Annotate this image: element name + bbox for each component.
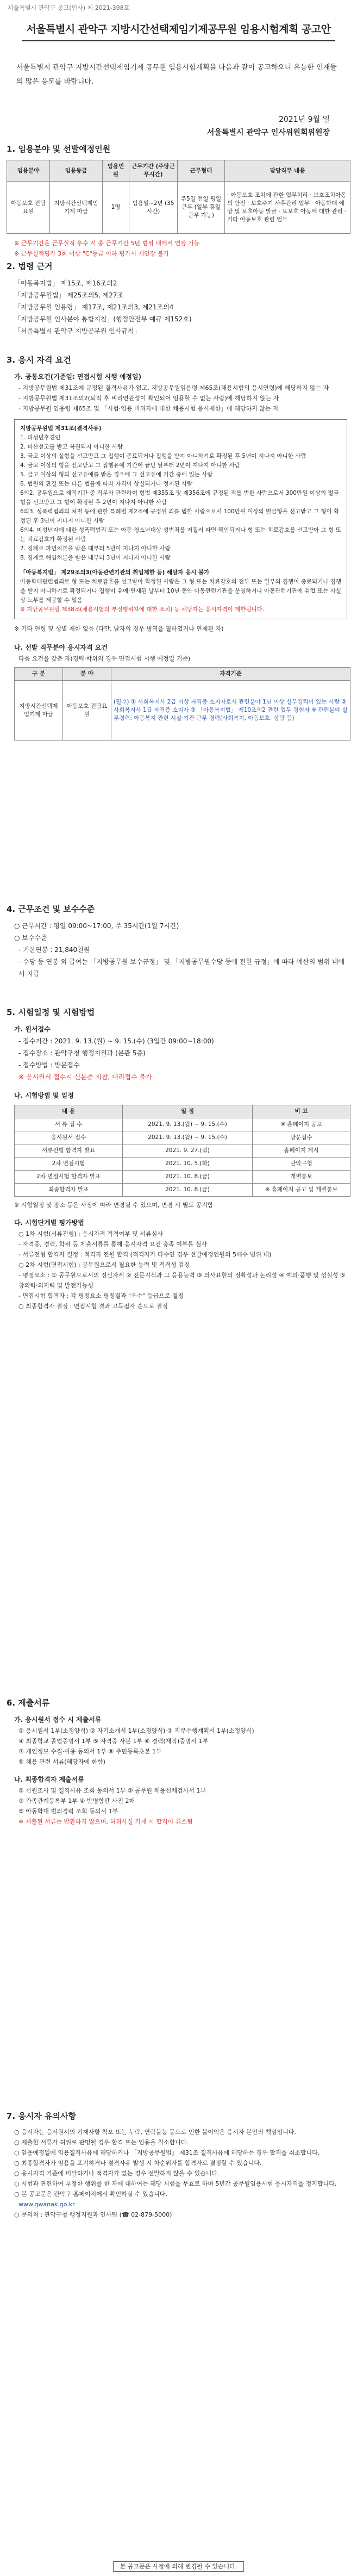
- section-4: [7, 903, 350, 980]
- law-item: 「지방공무원법」 제25조의5, 제27조: [14, 291, 124, 299]
- table-cell: 아동보호 전담요원: [7, 182, 50, 234]
- schedule-line: - 접수기간 : 2021. 9. 13.(월) ~ 9. 15.(수) (3일간 09:00~18:00): [18, 1037, 214, 1045]
- schedule-line: - 접수방법 : 방문접수: [18, 1061, 80, 1069]
- box-line: ※ 지방공무원법 제38조(채용시험의 부정행위자에 대한 조치) 등 해당자는 응시자격이 제한됩니다.: [20, 606, 265, 613]
- table-cell: 2021. 9. 27.(월): [123, 1144, 253, 1158]
- table-cell: 서류전형 합격자 발표: [15, 1144, 123, 1158]
- law-item: 「서울특별시 관악구 지방공무원 인사규칙」: [14, 327, 141, 335]
- section-7: [7, 2110, 350, 2220]
- document-reference: 서울특별시 관악구 공고(인사) 제 2021-398호: [8, 4, 130, 11]
- document-line: ⑤ 아동학대 범죄경력 조회 동의서 1부: [18, 1808, 118, 1815]
- notice-line: ○ 문의처 : 관악구청 행정지원과 인사팀 (☎ 02-879-5000): [14, 2211, 172, 2218]
- law-item: 「지방공무원 인사분야 통합지침」(행정안전부 예규 제152호): [14, 315, 192, 323]
- subsection-title: 다. 시험단계별 평가방법: [14, 1219, 84, 1227]
- section-heading: 4. 근무조건 및 보수수준: [7, 904, 95, 914]
- box-line: 4. 금고 이상의 형을 선고받고 그 집행유예 기간이 끝난 날부터 2년이 지나지 아니한 사람: [20, 462, 240, 469]
- table-cell: 개별통보: [253, 1171, 350, 1184]
- footer-text: 본 공고문은 사정에 의해 변경될 수 있습니다.: [113, 2561, 245, 2572]
- box-title: 「아동복지법」 제29조의3(아동관련기관의 취업제한 등) 해당자 응시 불가: [20, 569, 210, 576]
- evaluation-line: - 서류전형 합격자 결정 : 적격자 전원 합격 (적격자가 다수인 경우 선발예정인원의 5배수 범위 내): [18, 1251, 272, 1258]
- notice-line: ○ 응시자는 응시원서의 기재사항 착오 또는 누락, 연락불능 등으로 인한 불이익은 응시자 본인의 책임입니다.: [14, 2129, 296, 2136]
- section-heading: 1. 임용분야 및 선발예정인원: [7, 144, 111, 154]
- dateline: [207, 113, 330, 139]
- footer-note: [0, 2562, 357, 2571]
- subsection-title: 나. 선발 직무분야 응시자격 요건: [14, 644, 108, 651]
- table-cell: 홈페이지 게시: [253, 1144, 350, 1158]
- section-heading: 7. 응시자 유의사항: [7, 2111, 77, 2121]
- table-cell: 관악구청: [253, 1158, 350, 1171]
- table-header: 내 용: [15, 1105, 123, 1118]
- note-line: ※ 기타 연령 및 성별 제한 없음 (다만, 남자의 경우 병역을 필하였거나 면제된 자): [14, 625, 224, 632]
- document-line: ① 신원조사 및 결격사유 조회 동의서 1부 ② 공무원 채용신체검사서 1부: [18, 1787, 206, 1794]
- box-line: 6의2. 공무원으로 재직기간 중 직무와 관련하여 형법 제355조 및 제356조에 규정된 죄를 범한 사람으로서 300만원 이상의 벌금형을 선고받고 그 형이 확정된 후 2년이 지나지 아니한 사람: [20, 490, 339, 506]
- section-5: [7, 1006, 350, 1311]
- note-line: ※ 근무기간은 근무실적 우수 시 총 근무기간 5년 범위 내에서 연장 가능: [14, 240, 200, 247]
- requirement-line: - 지방공무원법 제31조에 규정된 결격사유가 없고, 지방공무원임용령 제65조(채용시험의 응시연령)에 해당하지 않는 자: [18, 384, 329, 391]
- document-line: ① 응시원서 1부(소정양식) ② 자기소개서 1부(소정양식) ③ 직무수행계획서 1부(소정양식): [18, 1727, 254, 1734]
- title-divider: [22, 40, 335, 41]
- table-cell: 2021. 10. 8.(금): [123, 1184, 253, 1197]
- section-2: [7, 260, 350, 337]
- box-line: 6. 법원의 판결 또는 다른 법률에 따라 자격이 상실되거나 정지된 사람: [20, 481, 193, 487]
- notice-line: ○ 임용예정일에 임용결격사유에 해당하거나 「지방공무원법」 제31조 결격사유에 해당하는 경우 합격을 취소합니다.: [14, 2149, 320, 2156]
- subsection-title: 가. 공통요건(기준일: 면접시험 시행 예정일): [14, 373, 142, 381]
- table-row: [15, 1158, 350, 1171]
- schedule-line: - 접수장소 : 관악구청 행정지원과 (본관 5층): [18, 1049, 146, 1057]
- section-heading: 5. 시험일정 및 시험방법: [7, 1007, 95, 1017]
- condition-line: ○ 보수수준: [14, 934, 47, 942]
- table-row: [15, 1144, 350, 1158]
- table-row: [15, 1131, 350, 1144]
- note-line: ※ 시험일정 및 장소 등은 사정에 따라 변경될 수 있으며, 변경 시 별도 공지함: [14, 1202, 214, 1209]
- requirement-line: - 지방공무원법 제31조의2(퇴직 후 비리연관성이 확인되어 임용할 수 없는 사람)에 해당하지 않는 자: [18, 395, 279, 402]
- table-cell: ※ 홈페이지 공고 및 개별통보: [253, 1184, 350, 1197]
- table-cell: 아동보호 전담요원: [63, 681, 111, 741]
- requirement-line: - 지방공무원 임용령 제65조 및 「시험·임용 비위자에 대한 채용시험 응시제한」에 해당하지 않는 자: [18, 405, 279, 412]
- note-line: ※ 근무실적평가 3회 이상 "C"등급 이하 평가시 재연장 불가: [14, 250, 170, 257]
- table-header: 비 고: [253, 1105, 350, 1118]
- law-item: 「아동복지법」 제15조, 제16조의2: [14, 279, 117, 287]
- intro-paragraph: 서울특별시 관악구 지방시간선택제임기제 공무원 임용시험계획을 다음과 같이 공고하오니 유능한 인재들의 많은 응모를 바랍니다.: [16, 64, 337, 86]
- table-cell: 2021. 10. 5.(화): [123, 1158, 253, 1171]
- box-line: 아동학대관련범죄로 형 또는 치료감호를 선고받아 확정된 사람은 그 형 또는 치료감호의 전부 또는 일부의 집행이 종료되거나 집행을 받지 아니하기로 확정되거나 집행이 유예·면제된 날부터 10년 동안 아동관련기관을 운영하거나 아동관련기관에 취업 또는 사실상 노무를 제공할 수 없음: [20, 578, 341, 603]
- table-cell: 2차 면접시험 합격자 발표: [15, 1171, 123, 1184]
- table-cell: · 아동보호 조치에 관한 업무처리 · 보호조치아동의 안전 · 보호주기 사후관리 업무 · 아동학대 예방 및 보호아동 발굴 · 요보호 아동에 대한 관리 · 기타 아동보호 관련 업무: [225, 182, 350, 234]
- table-row: [15, 1171, 350, 1184]
- section-1: [7, 142, 350, 259]
- table-cell: 2021. 9. 13.(월) ~ 9. 15.(수): [123, 1131, 253, 1144]
- table-row: [15, 1118, 350, 1131]
- table-header: 임용분야: [7, 160, 50, 182]
- condition-line: - 수당 등 연봉 외 급여는 「지방공무원 보수규정」 및 「지방공무원수당 등에 관한 규정」에 따라 예산의 범위 내에서 지급: [18, 958, 345, 978]
- schedule-table: [14, 1105, 350, 1197]
- table-header: 근무기간 (주당근무시간): [129, 160, 178, 182]
- box-line: 7. 징계로 파면처분을 받은 때부터 5년이 지나지 아니한 사람: [20, 545, 171, 552]
- document-line: ※ 제출된 서류는 반환하지 않으며, 허위사실 기재 시 합격이 취소됨: [18, 1818, 193, 1825]
- table-cell: 서 류 접 수: [15, 1118, 123, 1131]
- table-cell: 주5일 전일 평일근무 (일부 휴일 근무 가능): [178, 182, 225, 234]
- table-cell: 응시원서 접수: [15, 1131, 123, 1144]
- table-cell: 지방시간선택제임기제 마급: [50, 182, 103, 234]
- document-line: ⑨ 채용 관련 서류(해당자에 한함): [18, 1758, 105, 1765]
- law-item: 「지방공무원 임용령」 제17조, 제21조의3, 제21조의4: [14, 303, 174, 311]
- box-line: 1. 피성년후견인: [20, 434, 61, 441]
- table-cell: 지방시간선택제임기제 마급: [15, 681, 63, 741]
- table-cell: 2차 면접시험: [15, 1158, 123, 1171]
- notice-date: 2021년 9월 일: [278, 115, 330, 124]
- box-line: 2. 파산선고를 받고 복권되지 아니한 사람: [20, 444, 123, 450]
- issuer-name: 서울특별시 관악구 인사위원회위원장: [206, 128, 330, 137]
- section-3: [7, 353, 350, 741]
- table-cell: 1명: [103, 182, 129, 234]
- table-cell: 2021. 10. 8.(금): [123, 1171, 253, 1184]
- table-header: 자격기준: [111, 668, 350, 681]
- condition-line: ○ 근무시간 : 평일 09:00~17:00, 주 35시간(1일 7시간): [14, 922, 179, 930]
- qualification-table: [14, 667, 350, 741]
- table-cell: ※ 홈페이지 공고: [253, 1118, 350, 1131]
- section-heading: 2. 법령 근거: [7, 262, 53, 271]
- table-cell: 최종합격자 발표: [15, 1184, 123, 1197]
- table-cell: (필수) ① 사회복지사 2급 이상 자격증 소지자로서 관련분야 1년 이상 실무경력이 있는 사람 ② 사회복지사 1급 자격증 소지자 ③ 「아동복지법」 제10조의2 관련 업무 경험자 ※ 관련분야 실무경력: 아동복지 관련 시설·기관 근무 경력(사회복지, 아동보호, 상담 등): [111, 681, 350, 741]
- evaluation-line: ○ 최종합격자 결정 : 면접시험 결과 고득점자 순으로 결정: [18, 1303, 168, 1310]
- homepage-link[interactable]: www.gwanak.go.kr: [18, 2201, 75, 2208]
- box-line: 6의4. 미성년자에 대한 성폭력범죄 또는 아동·청소년대상 성범죄를 저질러 파면·해임되거나 형 또는 치료감호를 선고받아 그 형 또는 치료감호가 확정된 사람: [20, 527, 341, 543]
- table-header: 분 야: [63, 668, 111, 681]
- evaluation-line: - 평정요소 : ① 공무원으로서의 정신자세 ② 전문지식과 그 응용능력 ③ 의사표현의 정확성과 논리성 ④ 예의·품행 및 성실성 ⑤ 창의력·의지력 및 발전가능성: [18, 1272, 346, 1289]
- table-header: 담당직무 내용: [225, 160, 350, 182]
- table-cell: 2021. 9. 13.(월) ~ 9. 15.(수): [123, 1118, 253, 1131]
- disqualification-box: [14, 419, 347, 619]
- document-line: ⑦ 개인정보 수집·이용 동의서 1부 ⑧ 주민등록초본 1부: [18, 1748, 162, 1755]
- table-header: 임용등급: [50, 160, 103, 182]
- section-heading: 6. 제출서류: [7, 1698, 50, 1708]
- evaluation-line: ○ 1차 시험(서류전형) : 응시자격 적격여부 및 서류심사: [18, 1230, 163, 1237]
- schedule-line: ※ 응시원서 접수시 신분증 지참, 대리접수 불가: [18, 1073, 152, 1081]
- document-line: ③ 가족관계등록부 1부 ④ 반명함판 사진 2매: [18, 1797, 135, 1805]
- section-heading: 3. 응시 자격 요건: [7, 355, 71, 365]
- subsection-title: 나. 시험방법 및 일정: [14, 1092, 74, 1099]
- subsection-title: 가. 원서접수: [14, 1025, 51, 1033]
- table-header: 일 정: [123, 1105, 253, 1118]
- recruitment-table: [7, 160, 350, 234]
- box-title: 지방공무원법 제31조(결격사유): [20, 425, 102, 432]
- subsection-title: 가. 응시원서 접수 시 제출서류: [14, 1716, 102, 1723]
- table-cell: 임용일~2년 (35시간): [129, 182, 178, 234]
- evaluation-line: ○ 2차 시험(면접시험) : 공무원으로서 필요한 능력 및 적격성 검정: [18, 1261, 190, 1268]
- table-cell: 방문접수: [253, 1131, 350, 1144]
- document-line: ④ 최종학교 졸업증명서 1부 ⑤ 자격증 사본 1부 ⑥ 경력(재직)증명서 1부: [18, 1738, 209, 1745]
- table-header: 구 분: [15, 668, 63, 681]
- requirement-line: 다음 요건을 갖춘 자(경력·학위의 경우 면접시험 시행 예정일 기준): [18, 655, 191, 662]
- notice-line: ○ 응시자격 기준에 미달하거나 적격자가 없는 경우 선발하지 않을 수 있습니다.: [14, 2170, 220, 2177]
- box-line: 8. 징계로 해임처분을 받은 때부터 3년이 지나지 아니한 사람: [20, 555, 171, 561]
- box-line: 5. 금고 이상의 형의 선고유예를 받은 경우에 그 선고유예 기간 중에 있는 사람: [20, 471, 213, 478]
- table-row: [15, 1184, 350, 1197]
- notice-line: ○ 본 공고문은 관악구 홈페이지에서 확인하실 수 있습니다.: [14, 2191, 167, 2198]
- evaluation-line: - 면접시험 합격자 : 각 평정요소 평정결과 "우수" 등급으로 결정: [18, 1292, 184, 1299]
- notice-line: ○ 제출한 서류가 허위로 판명될 경우 합격 또는 임용을 취소합니다.: [14, 2139, 189, 2146]
- notice-line: ○ 최종합격자가 임용을 포기하거나 결격사유 발생 시 차순위자를 합격자로 결정할 수 있습니다.: [14, 2160, 262, 2167]
- title-block: [0, 22, 357, 41]
- box-line: 6의3. 성폭력범죄의 처벌 등에 관한 특례법 제2조에 규정된 죄를 범한 사람으로서 100만원 이상의 벌금형을 선고받고 그 형이 확정된 후 3년이 지나지 아니한 사람: [20, 508, 340, 524]
- table-header: 임용인원: [103, 160, 129, 182]
- condition-line: - 기본연봉 : 21,840천원: [18, 946, 90, 954]
- subsection-title: 나. 최종합격자 제출서류: [14, 1776, 84, 1783]
- box-line: 3. 금고 이상의 실형을 선고받고 그 집행이 종료되거나 집행을 받지 아니하기로 확정된 후 5년이 지나지 아니한 사람: [20, 453, 306, 459]
- table-header: 근무형태: [178, 160, 225, 182]
- notice-line: ○ 시험과 관련하여 부정한 행위를 한 자에 대하여는 해당 시험을 무효로 하며 5년간 공무원임용시험 응시자격을 정지합니다.: [14, 2180, 337, 2187]
- page-title: 서울특별시 관악구 지방시간선택제임기제공무원 임용시험계획 공고안: [26, 23, 331, 35]
- evaluation-line: - 자격증, 경력, 학위 등 제출서류를 통해 응시자격 요건 충족 여부를 심사: [18, 1241, 207, 1248]
- section-6: [7, 1696, 350, 1827]
